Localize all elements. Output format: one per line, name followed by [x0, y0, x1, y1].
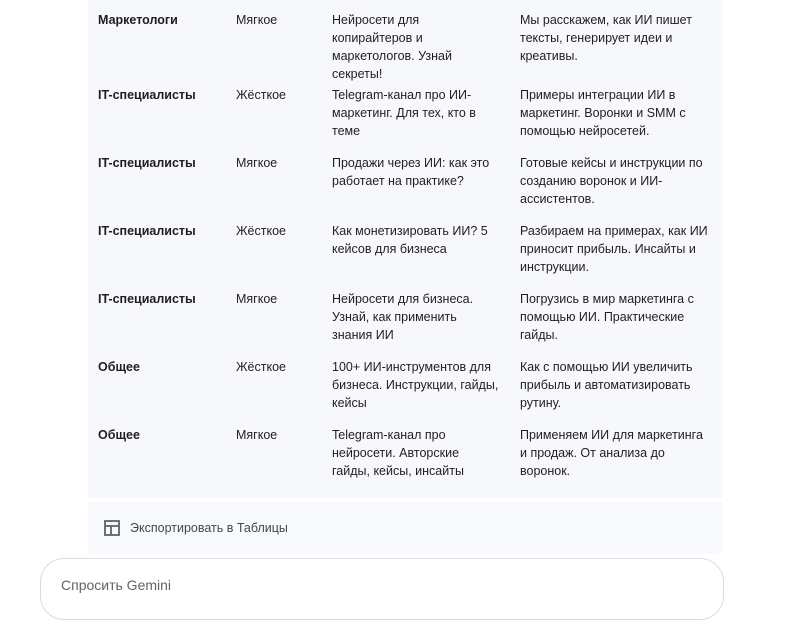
- cell-headline: Нейросети для копирайтеров и маркетологов. Узнай секреты!: [332, 13, 452, 81]
- table-row: [88, 222, 722, 290]
- cell-audience: Общее: [98, 428, 140, 442]
- cell-tone: Жёсткое: [236, 88, 286, 102]
- cell-description: Применяем ИИ для маркетинга и продаж. От анализа до воронок.: [520, 428, 703, 478]
- table-row: [88, 358, 722, 426]
- cell-headline: 100+ ИИ-инструментов для бизнеса. Инструкции, гайды, кейсы: [332, 360, 499, 410]
- cell-audience: IT-специалисты: [98, 292, 196, 306]
- cell-headline: Нейросети для бизнеса. Узнай, как применить знания ИИ: [332, 292, 474, 342]
- cell-description: Как с помощью ИИ увеличить прибыль и автоматизировать рутину.: [520, 360, 693, 410]
- cell-tone: Мягкое: [236, 13, 278, 27]
- cell-description: Мы расскажем, как ИИ пишет тексты, генерирует идеи и креативы.: [520, 13, 692, 63]
- table-row: [88, 0, 722, 86]
- export-to-sheets-button[interactable]: [104, 520, 288, 536]
- cell-description: Готовые кейсы и инструкции по созданию воронок и ИИ-ассистентов.: [520, 156, 703, 206]
- cell-audience: IT-специалисты: [98, 88, 196, 102]
- table-icon: [104, 520, 120, 536]
- cell-tone: Жёсткое: [236, 360, 286, 374]
- cell-description: Разбираем на примерах, как ИИ приносит прибыль. Инсайты и инструкции.: [520, 224, 708, 274]
- table-row: [88, 426, 722, 494]
- prompt-input[interactable]: [40, 558, 724, 620]
- table-row: [88, 86, 722, 154]
- export-bar: [88, 502, 722, 554]
- cell-tone: Жёсткое: [236, 224, 286, 238]
- cell-audience: Маркетологи: [98, 13, 178, 27]
- results-table: [88, 0, 722, 498]
- table-row: [88, 154, 722, 222]
- cell-tone: Мягкое: [236, 428, 278, 442]
- cell-audience: IT-специалисты: [98, 156, 196, 170]
- cell-description: Погрузись в мир маркетинга с помощью ИИ. Практические гайды.: [520, 292, 694, 342]
- cell-description: Примеры интеграции ИИ в маркетинг. Воронки и SMM с помощью нейросетей.: [520, 88, 686, 138]
- cell-audience: Общее: [98, 360, 140, 374]
- prompt-placeholder: Спросить Gemini: [61, 577, 172, 593]
- cell-tone: Мягкое: [236, 292, 278, 306]
- cell-headline: Продажи через ИИ: как это работает на практике?: [332, 156, 490, 188]
- table-row: [88, 290, 722, 358]
- cell-headline: Telegram-канал про нейросети. Авторские гайды, кейсы, инсайты: [332, 428, 464, 478]
- cell-headline: Как монетизировать ИИ? 5 кейсов для бизнеса: [332, 224, 488, 256]
- export-label: Экспортировать в Таблицы: [130, 521, 288, 535]
- cell-headline: Telegram-канал про ИИ-маркетинг. Для тех, кто в теме: [332, 88, 476, 138]
- cell-tone: Мягкое: [236, 156, 278, 170]
- cell-audience: IT-специалисты: [98, 224, 196, 238]
